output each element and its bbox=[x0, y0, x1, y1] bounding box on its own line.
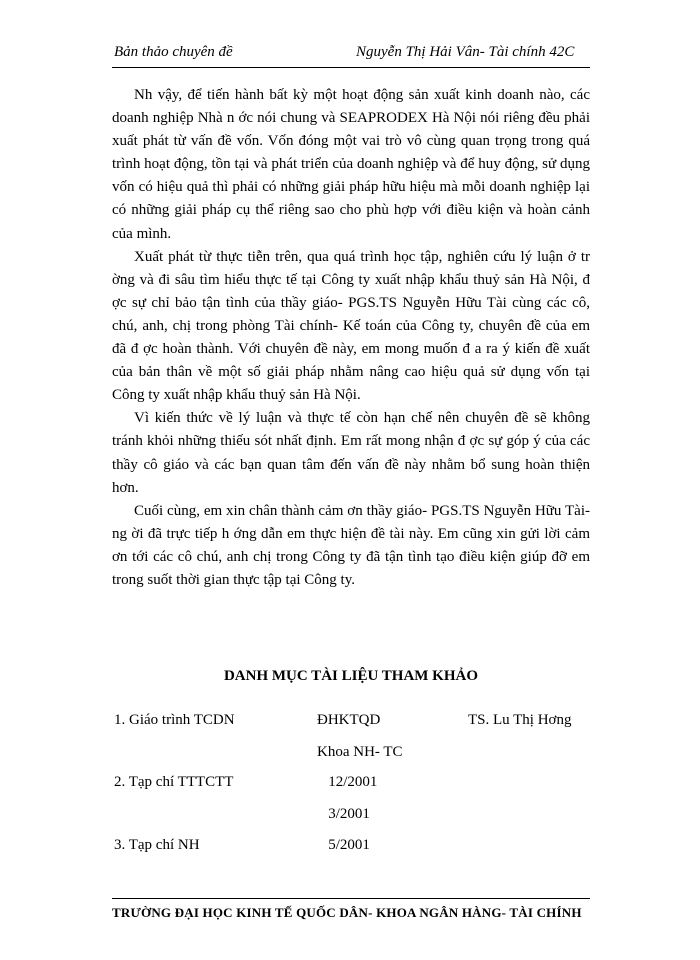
page-footer: TRƯỜNG ĐẠI HỌC KINH TẾ QUỐC DÂN- KHOA NGÂN HÀNG- TÀI CHÍNH bbox=[112, 905, 582, 920]
page-header bbox=[112, 44, 590, 66]
reference-source: 12/2001 bbox=[317, 774, 378, 790]
header-rule bbox=[112, 67, 590, 68]
reference-source: 5/2001 bbox=[317, 837, 370, 853]
header-right-text: Nguyễn Thị Hải Vân- Tài chính 42C bbox=[356, 44, 575, 60]
reference-source: Khoa NH- TC bbox=[317, 744, 403, 760]
reference-title: 1. Giáo trình TCDN bbox=[114, 712, 235, 728]
references-title: DANH MỤC TÀI LIỆU THAM KHẢO bbox=[223, 668, 479, 684]
paragraph: Xuất phát từ thực tiễn trên, qua quá trình học tập, nghiên cứu lý luận ở tr ờng và đi sâu tìm hiểu thực tế tại Công ty xuất nhập khẩu thuỷ sản Hà Nội, đ ợc sự chỉ bảo tận tình của thầy giáo- PGS.TS Nguyễn Hữu Tài cùng các cô, chú, anh, chị trong phòng Tài chính- Kế toán của Công ty, chuyên đề của em đã đ ợc hoàn thành. Với chuyên đề này, em mong muốn đ a ra ý kiến đề xuất của bản thân về một số giải pháp nhằm nâng cao hiệu quả sử dụng vốn tại Công ty xuất nhập khẩu thuỷ sản Hà Nội. bbox=[112, 248, 590, 404]
reference-author: TS. Lu Thị Hơng bbox=[468, 712, 572, 728]
reference-title: 2. Tạp chí TTTCTT bbox=[114, 774, 234, 790]
header-left-text: Bản thảo chuyên đề bbox=[114, 44, 233, 60]
paragraph: Nh vậy, để tiến hành bất kỳ một hoạt động sản xuất kinh doanh nào, các doanh nghiệp Nhà n ớc nói chung và SEAPRODEX Hà Nội nói riêng đều phải xuất phát từ vấn đề vốn. Vốn đóng một vai trò vô cùng quan trọng trong quá trình hoạt động, tồn tại và phát triển của doanh nghiệp và để huy động, sử dụng vốn có hiệu quả thì phải có những giải pháp hữu hiệu mà mỗi doanh nghiệp lại có những giải pháp cụ thể riêng sao cho phù hợp với điều kiện và hoàn cảnh của mình. bbox=[112, 87, 590, 242]
footer-rule bbox=[112, 898, 590, 899]
reference-source: ĐHKTQD bbox=[317, 712, 381, 728]
body-text bbox=[112, 84, 590, 592]
reference-source: 3/2001 bbox=[317, 806, 370, 822]
paragraph: Vì kiến thức về lý luận và thực tế còn hạn chế nên chuyên đề sẽ không tránh khỏi những thiếu sót nhất định. Em rất mong nhận đ ợc sự góp ý của các thầy cô giáo và các bạn quan tâm đến vấn đề này nhằm bổ sung hoàn thiện hơn. bbox=[112, 410, 590, 496]
reference-title: 3. Tạp chí NH bbox=[114, 837, 200, 853]
paragraph: Cuối cùng, em xin chân thành cảm ơn thầy giáo- PGS.TS Nguyễn Hữu Tài- ng ời đã trực tiếp h ớng dẫn em thực hiện đề tài này. Em cũng xin gửi lời cảm ơn tới các cô chú, anh chị trong Công ty đã tận tình tạo điều kiện giúp đỡ em trong suốt thời gian thực tập tại Công ty. bbox=[112, 502, 590, 588]
